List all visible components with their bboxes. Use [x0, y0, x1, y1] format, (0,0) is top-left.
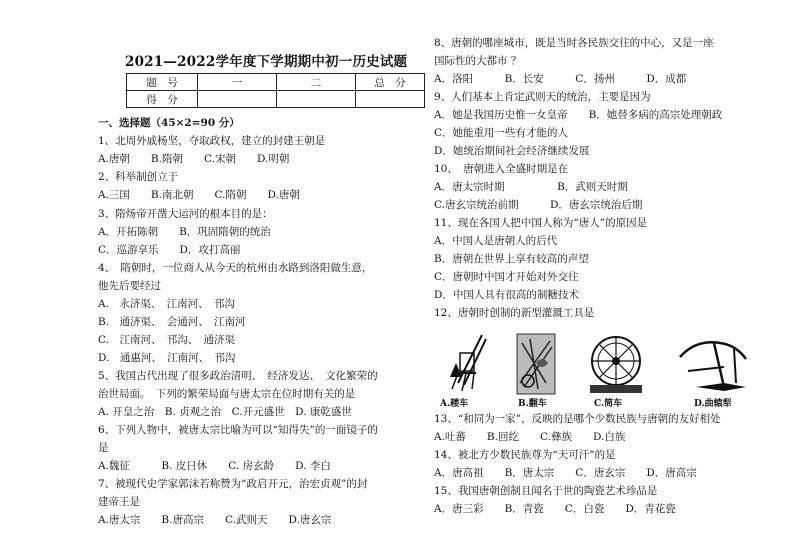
question-line: C．巡游享乐 D．攻打高丽: [98, 244, 241, 256]
score-table: [126, 73, 425, 108]
question-line: 9、人们基本上肯定武则天的统治，主要是因为: [434, 91, 651, 103]
question-line: A．她是我国历史惟一女皇帝 B．她替多病的高宗处理朝政: [434, 109, 723, 121]
score-cell: [277, 91, 356, 108]
score-cell: 二: [277, 74, 356, 91]
dragon-backbone-pump-image: [516, 333, 556, 395]
score-cell: 一: [198, 74, 277, 91]
question-line: A. 永济渠、 江南河、 邗沟: [98, 298, 235, 310]
question-line: A．开拓陈朝 B．巩固隋朝的统治: [98, 226, 271, 238]
score-cell: 得 分: [127, 91, 198, 108]
question-line: A.吐蕃 B.回纥 C.彝族 D.白族: [434, 431, 626, 443]
question-line: 治世局面。 下列的繁荣局面与唐太宗在位时期有关的是: [98, 388, 356, 400]
question-line: 13、“和同为一家”，反映的是哪个少数民族与唐朝的友好相处: [434, 413, 721, 425]
image-caption: A.耧车: [440, 399, 469, 409]
question-line: D. 通惠河、 江南河、 邗沟: [98, 352, 236, 364]
tool-images: [436, 333, 776, 413]
image-caption: D.曲辕犁: [694, 399, 732, 409]
question-line: 5、我国古代出现了很多政治清明、 经济发达、 文化繁荣的: [98, 370, 378, 382]
question-line: 是: [98, 442, 109, 454]
question-line: A．唐太宗时期 B．武则天时期: [434, 181, 628, 193]
question-line: 7、被现代史学家郭沫若称赞为“政启开元，治宏贞观”的封: [98, 478, 368, 490]
water-wheel-image: [588, 333, 644, 395]
score-table-score-row: [127, 91, 425, 108]
question-line: 3、隋炀帝开凿大运河的根本目的是：: [98, 208, 273, 220]
question-line: A.三国 B.南北朝 C.隋朝 D.唐朝: [98, 189, 300, 201]
question-line: A．洛阳 B．长安 C．扬州 D．成都: [434, 73, 687, 85]
question-line: 12、唐朝时创制的新型灌溉工具是: [434, 307, 595, 319]
question-line: 15、我国唐朝创制且闻名于世的陶瓷艺术珍品是: [434, 485, 658, 497]
question-line: A．中国人是唐朝人的后代: [434, 235, 558, 247]
question-line: 6、下列人物中，被唐太宗比喻为可以“知得失”的一面镜子的: [98, 424, 378, 436]
score-cell: [356, 91, 425, 108]
section-heading: 一、选择题（45×2=90 分）: [98, 117, 240, 129]
question-line: A.魏征 B. 皮日休 C. 房玄龄 D. 李白: [98, 460, 331, 472]
question-line: B. 通济渠、 会通河、 江南河: [98, 316, 246, 328]
score-table-header-row: [127, 74, 425, 91]
image-caption: B.翻车: [518, 399, 547, 409]
seed-drill-image: [446, 333, 491, 393]
question-line: C．她能重用一些有才能的人: [434, 127, 569, 139]
question-line: 8、唐朝的哪座城市，既是当时各民族交往的中心，又是一座: [434, 37, 714, 49]
question-line: D．中国人具有很高的制糖技术: [434, 289, 579, 301]
question-line: 14、被北方少数民族尊为“天可汗”的是: [434, 449, 616, 461]
curved-shaft-plough-image: [676, 337, 751, 393]
question-line: 11、现在各国人把中国人称为“唐人”的原因是: [434, 217, 648, 229]
question-line: A.唐太宗 B.唐高宗 C.武则天 D.唐玄宗: [98, 514, 332, 526]
question-line: C. 江南河、 邗沟、 通济渠: [98, 334, 235, 346]
question-line: A．唐三彩 B．青瓷 C．白瓷 D．青花瓷: [434, 503, 676, 515]
score-cell: 题 号: [127, 74, 198, 91]
question-line: 2、科举制创立于: [98, 171, 179, 183]
question-line: 10、 唐朝进入全盛时期是在: [434, 163, 569, 175]
question-line: C．唐朝时中国才开始对外交往: [434, 271, 579, 283]
question-line: 4、 隋朝时，一位商人从今天的杭州由水路到洛阳做生意，: [98, 262, 373, 274]
score-cell: [198, 91, 277, 108]
question-line: C.唐玄宗统治前期 D．唐玄宗统治后期: [434, 199, 643, 211]
question-line: 国际性的大都市 ？: [434, 55, 522, 67]
question-line: A. 开皇之治 B. 贞观之治 C.开元盛世 D. 康乾盛世: [98, 406, 352, 418]
exam-title: 2021—2022学年度下学期期中初一历史试题: [125, 54, 408, 70]
question-line: A.唐朝 B.隋朝 C.宋朝 D.明朝: [98, 153, 290, 165]
question-line: D．她统治期间社会经济继续发展: [434, 145, 590, 157]
question-line: A．唐高祖 B．唐太宗 C．唐玄宗 D．唐高宗: [434, 467, 697, 479]
image-caption: C.简车: [594, 399, 623, 409]
question-line: 他先后要经过: [98, 280, 161, 292]
question-line: 1、北周外戚杨坚，夺取政权，建立的封建王朝是: [98, 135, 326, 147]
question-line: B．唐朝在世界上享有较高的声望: [434, 253, 589, 265]
score-cell: 总 分: [356, 74, 425, 91]
question-line: 建帝王是: [98, 496, 140, 508]
